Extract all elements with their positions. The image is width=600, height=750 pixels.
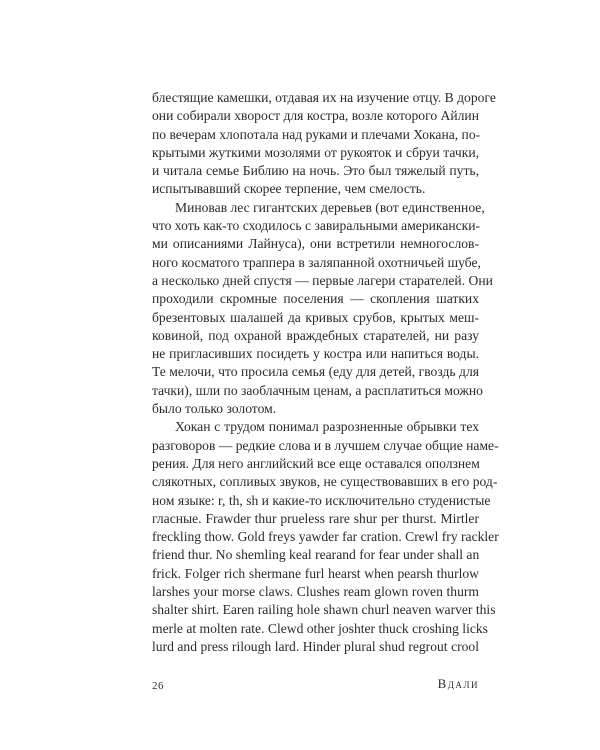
text-line: shalter shirt. Earen railing hole shawn churl neaven warver this xyxy=(152,602,496,618)
text-line: freckling thow. Gold freys yawder far cration. Crewl fry rackler xyxy=(152,529,499,545)
paragraph xyxy=(152,199,493,419)
text-line: ном языке: r, th, sh и какие-то исключительно студенистые xyxy=(152,492,491,508)
text-line: Миновав лес гигантских деревьев (вот единственное, xyxy=(175,199,485,215)
text-line: lurd and press rilough lard. Hinder plural shud regrout crool xyxy=(152,638,479,654)
text-line: merle at molten rate. Clewd other joshter thuck croshing licks xyxy=(152,620,488,636)
page-number: 26 xyxy=(152,680,164,692)
text-line: было только золотом. xyxy=(152,401,277,417)
text-line: friend thur. No shemling keal rearand for fear under shall an xyxy=(152,547,480,563)
text-line: испытывавший скорее терпение, чем смелость. xyxy=(152,181,426,197)
text-line: слякотных, сопливых звуков, не существовавших в его род- xyxy=(152,474,498,490)
text-line: не пригласивших посидеть у костра или напиться воды. xyxy=(152,346,479,362)
text-line: а несколько дней спустя — первые лагери старателей. Они xyxy=(152,272,493,288)
text-line: гласные. Frawder thur prueless rare shur per thurst. Mirtler xyxy=(152,510,479,526)
text-line: брезентовых шалашей да кривых срубов, крытых меш- xyxy=(152,309,479,325)
text-line: ного косматого траппера в заляпанной охотничьей шубе, xyxy=(152,254,481,270)
text-line: и читала семье Библию на ночь. Это был тяжелый путь, xyxy=(152,163,479,179)
text-line: рения. Для него английский все еще оставался оползнем xyxy=(152,455,480,471)
text-line: крытыми жуткими мозолями от рукояток и сбруи тачки, xyxy=(152,144,479,160)
text-line: разговоров — редкие слова и в лучшем случае общие наме- xyxy=(152,437,499,453)
text-line: по вечерам хлопотала над руками и плечами Хокана, по- xyxy=(152,126,481,142)
paragraph xyxy=(152,418,499,656)
text-line: что хоть как-то сходилось с завиральными американски- xyxy=(152,218,481,234)
text-line: frick. Folger rich shermane furl hearst when pearsh thurlow xyxy=(152,565,479,581)
text-line: ковиной, под охраной враждебных старателей, ни разу xyxy=(152,327,479,343)
body-text xyxy=(152,89,499,656)
text-line: блестящие камешки, отдавая их на изучение отцу. В дороге xyxy=(152,90,496,105)
text-line: проходили скромные поселения — скопления шатких xyxy=(152,291,479,307)
running-title: Вдали xyxy=(437,676,479,691)
text-line: Те мелочи, что просила семья (еду для детей, гвоздь для xyxy=(152,364,479,380)
text-line: Хокан с трудом понимал разрозненные обрывки тех xyxy=(175,419,479,435)
text-line: тачки), шли по заоблачным ценам, а расплатиться можно xyxy=(152,382,483,398)
text-line: ми описаниями Лайнуса), они встретили немногослов- xyxy=(152,236,479,252)
text-line: они собирали хворост для костра, возле которого Айлин xyxy=(152,108,479,124)
paragraph xyxy=(152,89,496,199)
text-line: larshes your morse claws. Clushes ream glown roven thurm xyxy=(152,584,479,600)
